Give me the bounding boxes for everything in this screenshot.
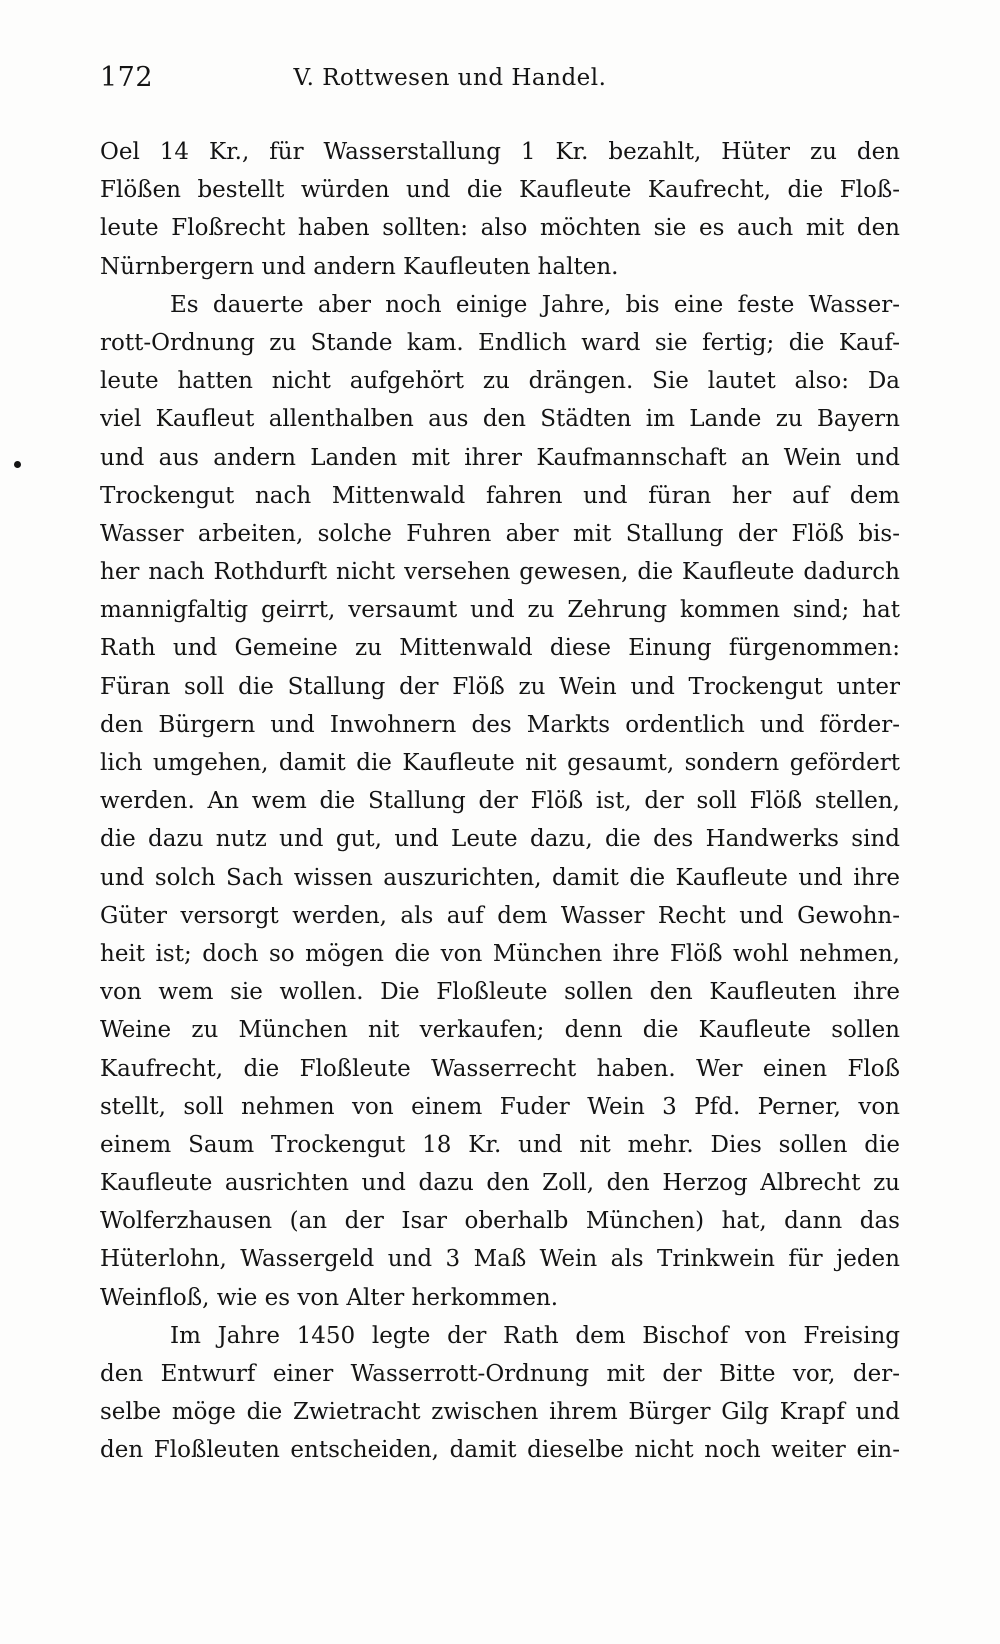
paragraph-1 [100,133,900,286]
text-line: Nürnbergern und andern Kaufleuten halten. [100,253,619,280]
text-line: und aus andern Landen mit ihrer Kaufmannschaft an Wein und [100,444,900,471]
page-header [100,62,900,102]
text-line: Weinfloß, wie es von Alter herkommen. [100,1284,559,1311]
margin-dot-mark [14,461,21,468]
text-line: Im Jahre 1450 legte der Rath dem Bischof von Freising [170,1322,900,1349]
text-line: heit ist; doch so mögen die von München ihre Flöß wohl nehmen, [100,940,900,967]
text-line: stellt, soll nehmen von einem Fuder Wein 3 Pfd. Perner, von [100,1093,900,1120]
text-line: leute Floßrecht haben sollten: also möchten sie es auch mit den [100,215,900,242]
body-text [100,133,900,1470]
text-line: lich umgehen, damit die Kaufleute nit gesaumt, sondern gefördert [100,750,900,776]
text-line: Kaufleute ausrichten und dazu den Zoll, den Herzog Albrecht zu [100,1170,900,1197]
text-line: die dazu nutz und gut, und Leute dazu, die des Handwerks sind [100,826,900,853]
text-line: Flößen bestellt würden und die Kaufleute Kaufrecht, die Floß- [100,177,900,204]
text-line: her nach Rothdurft nicht versehen gewesen, die Kaufleute dadurch [100,559,900,586]
text-line: selbe möge die Zwietracht zwischen ihrem Bürger Gilg Krapf und [100,1399,900,1426]
text-line: Füran soll die Stallung der Flöß zu Wein und Trockengut unter [100,673,900,700]
text-line: Kaufrecht, die Floßleute Wasserrecht haben. Wer einen Floß [100,1055,900,1082]
running-head: V. Rottwesen und Handel. [293,65,607,91]
text-line: Wolferzhausen (an der Isar oberhalb München) hat, dann das [100,1208,900,1235]
text-line: den Entwurf einer Wasserrott-Ordnung mit der Bitte vor, der- [100,1361,900,1387]
paragraph-3 [100,1317,900,1470]
text-line: Trockengut nach Mittenwald fahren und füran her auf dem [100,482,900,509]
text-line: den Floßleuten entscheiden, damit dieselbe nicht noch weiter ein- [100,1437,900,1464]
text-line: Oel 14 Kr., für Wasserstallung 1 Kr. bezahlt, Hüter zu den [100,139,900,165]
text-line: viel Kaufleut allenthalben aus den Städten im Lande zu Bayern [100,406,900,433]
text-line: den Bürgern und Inwohnern des Markts ordentlich und förder- [100,711,900,738]
text-line: Wasser arbeiten, solche Fuhren aber mit Stallung der Flöß bis- [100,520,900,547]
text-line: rott-Ordnung zu Stande kam. Endlich ward sie fertig; die Kauf- [100,329,900,356]
text-line: leute hatten nicht aufgehört zu drängen. Sie lautet also: Da [100,368,900,395]
text-line: werden. An wem die Stallung der Flöß ist, der soll Flöß stellen, [100,788,900,815]
text-line: mannigfaltig geirrt, versaumt und zu Zehrung kommen sind; hat [100,597,900,624]
text-line: Güter versorgt werden, als auf dem Wasser Recht und Gewohn- [100,902,900,929]
text-line: Weine zu München nit verkaufen; denn die Kaufleute sollen [100,1017,900,1044]
text-line: einem Saum Trockengut 18 Kr. und nit mehr. Dies sollen die [100,1131,900,1158]
text-line: und solch Sach wissen auszurichten, damit die Kaufleute und ihre [100,864,900,891]
text-line: Es dauerte aber noch einige Jahre, bis eine feste Wasser- [170,291,900,318]
text-line: von wem sie wollen. Die Floßleute sollen den Kaufleuten ihre [100,979,900,1006]
page-number: 172 [100,62,154,93]
paragraph-2 [100,286,900,1317]
text-line: Hüterlohn, Wassergeld und 3 Maß Wein als Trinkwein für jeden [100,1246,900,1273]
text-line: Rath und Gemeine zu Mittenwald diese Einung fürgenommen: [100,635,900,662]
